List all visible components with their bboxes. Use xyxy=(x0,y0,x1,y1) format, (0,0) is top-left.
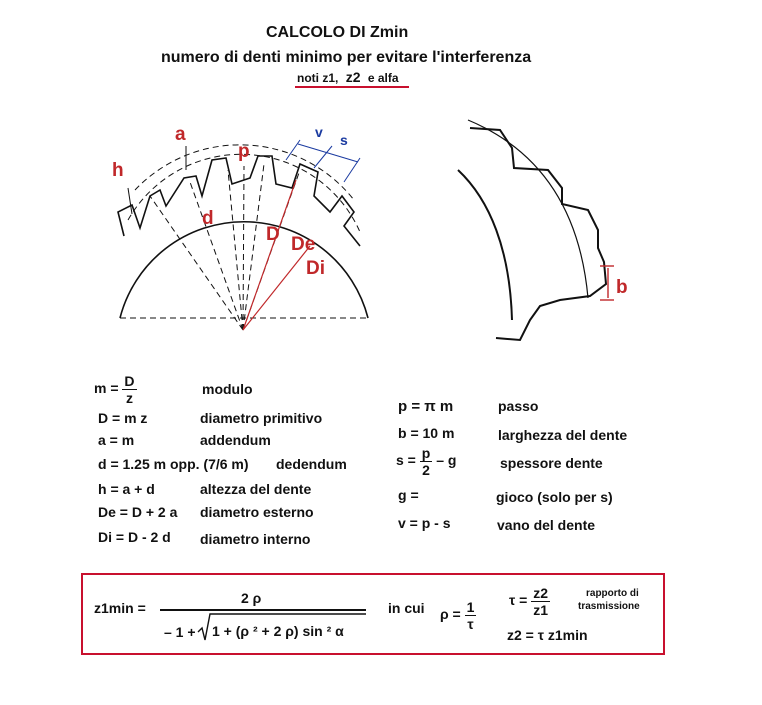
fraction-numerator: D xyxy=(124,373,135,389)
desc-modulo: modulo xyxy=(202,381,253,397)
fraction-denominator: z xyxy=(125,390,133,406)
z2-formula: z2 = τ z1min xyxy=(507,627,588,643)
desc-vano: vano del dente xyxy=(497,517,596,533)
rho-definition xyxy=(440,600,476,631)
formula-altezza: h = a + d xyxy=(98,481,155,497)
formula-spessore-prefix: s = xyxy=(396,452,416,469)
ratio-label-line2: trasmissione xyxy=(578,601,640,612)
known-suffix: e alfa xyxy=(367,71,399,85)
desc-addendum: addendum xyxy=(200,432,271,448)
fraction-1-over-tau xyxy=(465,600,477,631)
formula-spessore-suffix: – g xyxy=(436,452,457,469)
formula-diametro-esterno: De = D + 2 a xyxy=(98,504,178,520)
rho-lhs: ρ = xyxy=(440,606,461,623)
fraction-denominator: τ xyxy=(467,616,474,632)
label-D: D xyxy=(266,224,280,245)
fraction-numerator: z2 xyxy=(533,585,549,601)
zmin-den-prefix: – 1 + xyxy=(164,624,196,640)
label-d: d xyxy=(202,208,214,229)
label-De: De xyxy=(291,234,316,255)
ratio-label-line1: rapporto di xyxy=(586,588,639,599)
fraction-denominator: z1 xyxy=(533,602,549,618)
fraction-z2-over-z1 xyxy=(531,586,550,617)
formula-modulo-lhs: m = xyxy=(94,380,119,397)
tau-definition xyxy=(509,586,550,617)
zmin-lhs: z1min = xyxy=(94,600,146,616)
label-Di: Di xyxy=(306,258,325,279)
formula-diametro-interno: Di = D - 2 d xyxy=(98,529,171,545)
formula-larghezza: b = 10 m xyxy=(398,425,455,441)
label-a: a xyxy=(175,124,186,145)
label-h: h xyxy=(112,160,124,181)
desc-passo: passo xyxy=(498,398,539,414)
known-z2: z2 xyxy=(345,69,361,85)
formula-passo: p = π m xyxy=(398,398,454,415)
formula-gioco: g = xyxy=(398,487,419,503)
formula-addendum: a = m xyxy=(98,432,135,448)
label-v: v xyxy=(315,124,323,140)
tau-lhs: τ = xyxy=(509,592,528,609)
desc-dedendum: dedendum xyxy=(276,456,347,472)
fraction-denominator: 2 xyxy=(422,462,430,478)
page-subtitle: numero di denti minimo per evitare l'interferenza xyxy=(161,49,532,66)
fraction-numerator: 1 xyxy=(466,599,475,615)
formula-diametro-primitivo: D = m z xyxy=(98,410,148,426)
label-s: s xyxy=(340,132,348,148)
desc-diametro-primitivo: diametro primitivo xyxy=(200,410,323,426)
desc-diametro-esterno: diametro esterno xyxy=(200,504,314,520)
formula-dedendum: d = 1.25 m opp. (7/6 m) xyxy=(98,456,249,472)
zmin-radicand: 1 + (ρ ² + 2 ρ) sin ² α xyxy=(212,623,344,639)
page-title: CALCOLO DI Zmin xyxy=(266,24,409,41)
desc-gioco: gioco (solo per s) xyxy=(496,489,613,505)
label-b: b xyxy=(616,277,628,298)
known-prefix: noti z1, xyxy=(297,71,339,85)
desc-diametro-interno: diametro interno xyxy=(200,531,311,547)
desc-altezza: altezza del dente xyxy=(200,481,312,497)
formula-vano: v = p - s xyxy=(398,515,451,531)
zmin-numerator: 2 ρ xyxy=(241,590,262,606)
desc-larghezza: larghezza del dente xyxy=(498,427,628,443)
label-p: p xyxy=(238,141,250,162)
desc-spessore: spessore dente xyxy=(500,455,603,471)
in-cui-label: in cui xyxy=(388,600,425,616)
fraction-numerator: p xyxy=(421,445,431,461)
